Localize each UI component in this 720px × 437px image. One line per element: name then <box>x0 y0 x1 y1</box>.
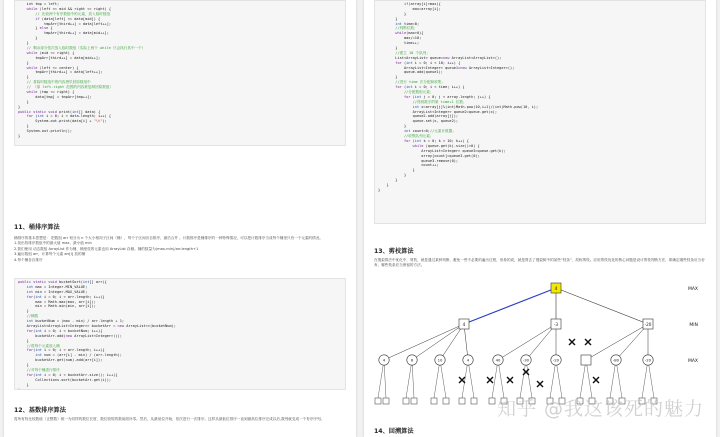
code-line: for (int i = 0; i < data.length; i++) { <box>18 114 112 119</box>
code-line: } <box>378 182 389 187</box>
root-node-value: 4 <box>554 286 558 292</box>
code-line: ArrayList<Integer> queue2=queue.get(x); <box>378 109 497 114</box>
tree-leaf-node <box>411 398 417 404</box>
code-line: while (left <= mid && right <= right) { <box>18 6 112 11</box>
code-line: if(array[i]>max){ <box>378 2 441 6</box>
tree-edge <box>556 360 562 398</box>
section-11-title: 11、桶排序算法 <box>14 224 60 231</box>
code-line: int count=0;//元素计数器； <box>378 129 456 134</box>
code-line: int time=0; <box>378 21 420 26</box>
code-line: ArrayList<Integer> queue3=queue.get(k); <box>378 148 506 153</box>
tree-leaf-node <box>443 398 449 404</box>
tree-edge <box>642 360 648 398</box>
code-line: } <box>378 178 398 183</box>
code-line: count++; <box>378 163 439 168</box>
code-line: queue.add(queue1); <box>378 70 443 75</box>
tree-edge <box>464 288 556 324</box>
code-line: List<ArrayList> queue=new ArrayList<ArrayList>(); <box>378 55 502 60</box>
tree-edge <box>520 360 526 398</box>
section-11-paragraph: 桶排序的基本思想是： 把数组 arr 划分为 n 个大小相同子区间（桶），每个子区间各自排序，最后合并 。计数排序是桶排序的一种特殊情况，可以把计数排序当成每个桶里只有一个元素的情况。 1.找出待排序数组中的最大值 max、最小值 min 2.我们使用 动态数组 ArrayList 作为桶，桶里放的元素也用 ArrayList 存储。桶的数量为(max-min)/arr.length+1 3.遍历数组 arr，计算每个元素 arr[i] 放的桶 4.每个桶各自排序 <box>14 236 323 262</box>
tree-edge <box>610 360 616 398</box>
tree-max-node-value: 4 <box>466 357 470 363</box>
code-line: //分配数组元素； <box>378 90 434 95</box>
code-line: } <box>378 124 407 129</box>
code-line: for (int j = 0; j < array.length; j++) { <box>378 94 491 99</box>
code-line: for(int i = 0; i < bucketNum; i++){ <box>18 328 103 333</box>
code-line: } <box>378 187 381 192</box>
code-line: for (int i = 0; i < time; i++) { <box>378 85 465 90</box>
code-line: } <box>18 387 21 390</box>
code-line: //桶数 <box>18 314 39 319</box>
code-line: tmpArr[third++] = data[left++]; <box>18 70 103 75</box>
code-line: for(int i = 0; i < arr.length; i++){ <box>18 294 105 299</box>
code-line: tmpArr[third++] = data[left++]; <box>18 21 112 26</box>
tree-leaf-node <box>489 398 495 404</box>
tree-max-node-value: -30 <box>522 357 530 363</box>
tree-min-node-value: 4 <box>462 321 466 327</box>
tree-max-node-value: 40 <box>495 357 501 363</box>
code-line: // 将临时数组中的内容拷贝回原数组中 <box>18 80 91 85</box>
code-line: public static void bucketSort(int[] arr){ <box>18 280 107 284</box>
tree-edge <box>616 324 648 360</box>
tree-leaf-node <box>383 398 389 404</box>
code-line: //得到数字的第 time+1 位数； <box>378 99 467 104</box>
code-line: tmpArr[third++] = data[mid++]; <box>18 31 109 36</box>
code-line: time++; <box>378 41 420 46</box>
code-line: //收集队列元素； <box>378 134 434 139</box>
code-line: } <box>378 75 398 80</box>
code-line: array[count]=queue3.get(0); <box>378 153 480 158</box>
code-line: while(max>0){ <box>378 31 424 36</box>
tree-edge <box>556 288 648 324</box>
code-line: } else { <box>18 26 53 31</box>
code-line: //判断位数； <box>378 26 418 31</box>
tree-min-node-value: -20 <box>644 321 652 327</box>
bucket-sort-code-block <box>14 278 346 390</box>
tree-edge <box>586 360 592 398</box>
code-line: } <box>18 41 29 46</box>
code-line: while (queue.get(k).size()>0) { <box>378 143 480 148</box>
tree-edge <box>580 360 586 398</box>
code-line: //将每个元素放入桶 <box>18 343 60 348</box>
tree-edge <box>550 360 556 398</box>
tree-edge <box>526 360 532 398</box>
section-12-paragraph: 将所有待比较数值（正整数）统一为同样的数位长度，数位较短的数前面补零。然后，从最低位开始，依次进行一次排序。这样从最低位排序一直到最高位排序完成以后,数列就变成一个有序序列。 <box>14 417 325 421</box>
tree-max-node-value: 6 <box>410 357 414 363</box>
code-line: } <box>378 16 398 21</box>
code-line: } <box>18 104 21 109</box>
tree-leaf-node <box>375 398 381 404</box>
code-line: System.out.println(); <box>18 129 73 134</box>
code-line: ArrayList<Integer> queue1=new ArrayList<Integer>(); <box>378 65 515 70</box>
tree-edge <box>410 357 414 398</box>
code-line: if (data[left] <= data[mid]) { <box>18 16 101 21</box>
code-line: bucketArr.get(num).add(arr[i]); <box>18 358 103 363</box>
code-line: System.out.print(data[i] + "\t"); <box>18 119 107 124</box>
code-line: } <box>18 309 29 314</box>
code-line: //建立 10 个队列； <box>378 50 430 55</box>
code-line: } <box>18 36 38 41</box>
tree-edge <box>526 324 556 360</box>
code-line: queue.set(x, queue2); <box>378 119 459 124</box>
code-line: Collections.sort(bucketArr.get(i)); <box>18 377 112 382</box>
code-line: for (int i = 0; i < 10; i++) { <box>378 60 461 65</box>
tree-max-node-value: 10 <box>437 357 443 363</box>
tree-edge <box>434 360 440 398</box>
code-line: int bucketNum = (max - min) / arr.length + 1; <box>18 319 125 324</box>
radix-sort-code-block <box>374 0 706 224</box>
code-line: int tmp = left; <box>18 2 60 6</box>
tree-edge <box>406 357 414 398</box>
level-label-max: MAX <box>687 287 698 292</box>
code-line: for (int k = 0; k < 10; k++) { <box>378 138 469 143</box>
tree-edge <box>378 357 386 398</box>
level-label-min: MIN <box>689 323 698 328</box>
tree-edge <box>412 321 466 360</box>
code-line: } <box>18 338 29 343</box>
code-line: // 比较两个有序数组中的元素，放入临时数组 <box>18 11 111 16</box>
code-line: tmpArr[third++] = data[mid++]; <box>18 55 101 60</box>
tree-min-node-value: -3 <box>553 321 559 327</box>
tree-edge <box>648 360 654 398</box>
section-12-title: 12、基数排序算法 <box>14 407 66 414</box>
code-line: } <box>18 60 29 65</box>
code-line: public static void print(int[] data) { <box>18 109 101 114</box>
code-line: ArrayList<ArrayList<Integer>> bucketArr = new ArrayList<>(bucketNum); <box>18 324 176 329</box>
code-line: //进行 time 次分配和收集； <box>378 80 445 85</box>
code-line: int min = Integer.MAX_VALUE; <box>18 289 88 294</box>
tree-leaf-node <box>459 398 465 404</box>
tree-max-node <box>581 355 591 365</box>
code-line: } <box>378 173 407 178</box>
code-line: for(int i = 0; i < bucketArr.size(); i++){ <box>18 372 118 377</box>
tree-max-node-value: 4 <box>382 357 386 363</box>
section-14-title: 14、回溯算法 <box>374 428 414 435</box>
code-line: // 剩余部分依次放入临时数组（实际上两个 while 只会执行其中一个） <box>18 46 146 51</box>
level-label-max: MAX <box>687 359 698 364</box>
code-line: int max = Integer.MIN_VALUE; <box>18 284 88 289</box>
tree-edge <box>492 360 498 398</box>
section-13-paragraph: 在搜索算法中优化中，剪枝，就是通过某种判断，避免一些不必要的遍历过程，形象的说，就是剪去了搜索树中的某些“枝条”，故称剪枝。应用剪枝优化的核心问题是设计剪枝判断方法，即确定哪些枝条应当舍弃，哪些枝条应当保留的方法。 <box>374 258 705 268</box>
tree-edge <box>616 360 622 398</box>
code-line: } <box>18 382 29 387</box>
code-line: } <box>18 134 21 139</box>
code-line: for(int i = 0; i < arr.length; i++){ <box>18 348 105 353</box>
tree-leaf-node <box>471 398 477 404</box>
code-line: max = Math.max(max, arr[i]); <box>18 299 96 304</box>
code-line: } <box>18 363 29 368</box>
section-13-title: 13、剪枝算法 <box>374 248 414 255</box>
code-line: while (mid <= right) { <box>18 50 75 55</box>
code-line: // （原 left-right 范围的内容被复制回原数组） <box>18 85 114 90</box>
right-document-page <box>364 0 716 437</box>
code-line: } <box>18 124 29 129</box>
merge-sort-code-block <box>14 0 346 146</box>
code-line: //对每个桶进行排序 <box>18 368 60 373</box>
code-line: max=array[i]; <box>378 6 441 11</box>
left-document-page <box>4 0 356 437</box>
code-line: } <box>18 99 29 104</box>
code-line: } <box>378 46 398 51</box>
tree-max-node-value: -20 <box>644 357 652 363</box>
code-line: bucketArr.add(new ArrayList<Integer>()); <box>18 333 122 338</box>
code-line: } <box>378 11 407 16</box>
tree-leaf-node <box>403 398 409 404</box>
code-line: while (tmp <= right) { <box>18 90 75 95</box>
tree-max-node-value: -20 <box>552 357 560 363</box>
code-line: data[tmp] = tmpArr[tmp++]; <box>18 94 92 99</box>
tree-leaf-node <box>431 398 437 404</box>
code-line: int num = (arr[i] - min) / (arr.length); <box>18 353 122 358</box>
tree-edge <box>382 357 386 398</box>
tree-max-node-value: -80 <box>612 357 620 363</box>
tree-edge <box>466 357 474 398</box>
code-line: queue2.add(array[j]); <box>378 114 459 119</box>
code-line: min = Math.min(min, arr[i]); <box>18 304 96 309</box>
watermark: 知乎 @我这该死的魅力 <box>496 398 704 420</box>
code-line: while (left <= center) { <box>18 65 79 70</box>
code-line: max/=10; <box>378 36 422 41</box>
code-line: } <box>378 168 415 173</box>
code-line: } <box>18 75 29 80</box>
code-line: int x=array[j]%(int)Math.pow(10,i+1)/(int)Math.pow(10, i); <box>378 104 539 109</box>
code-line: queue3.remove(0); <box>378 158 459 163</box>
